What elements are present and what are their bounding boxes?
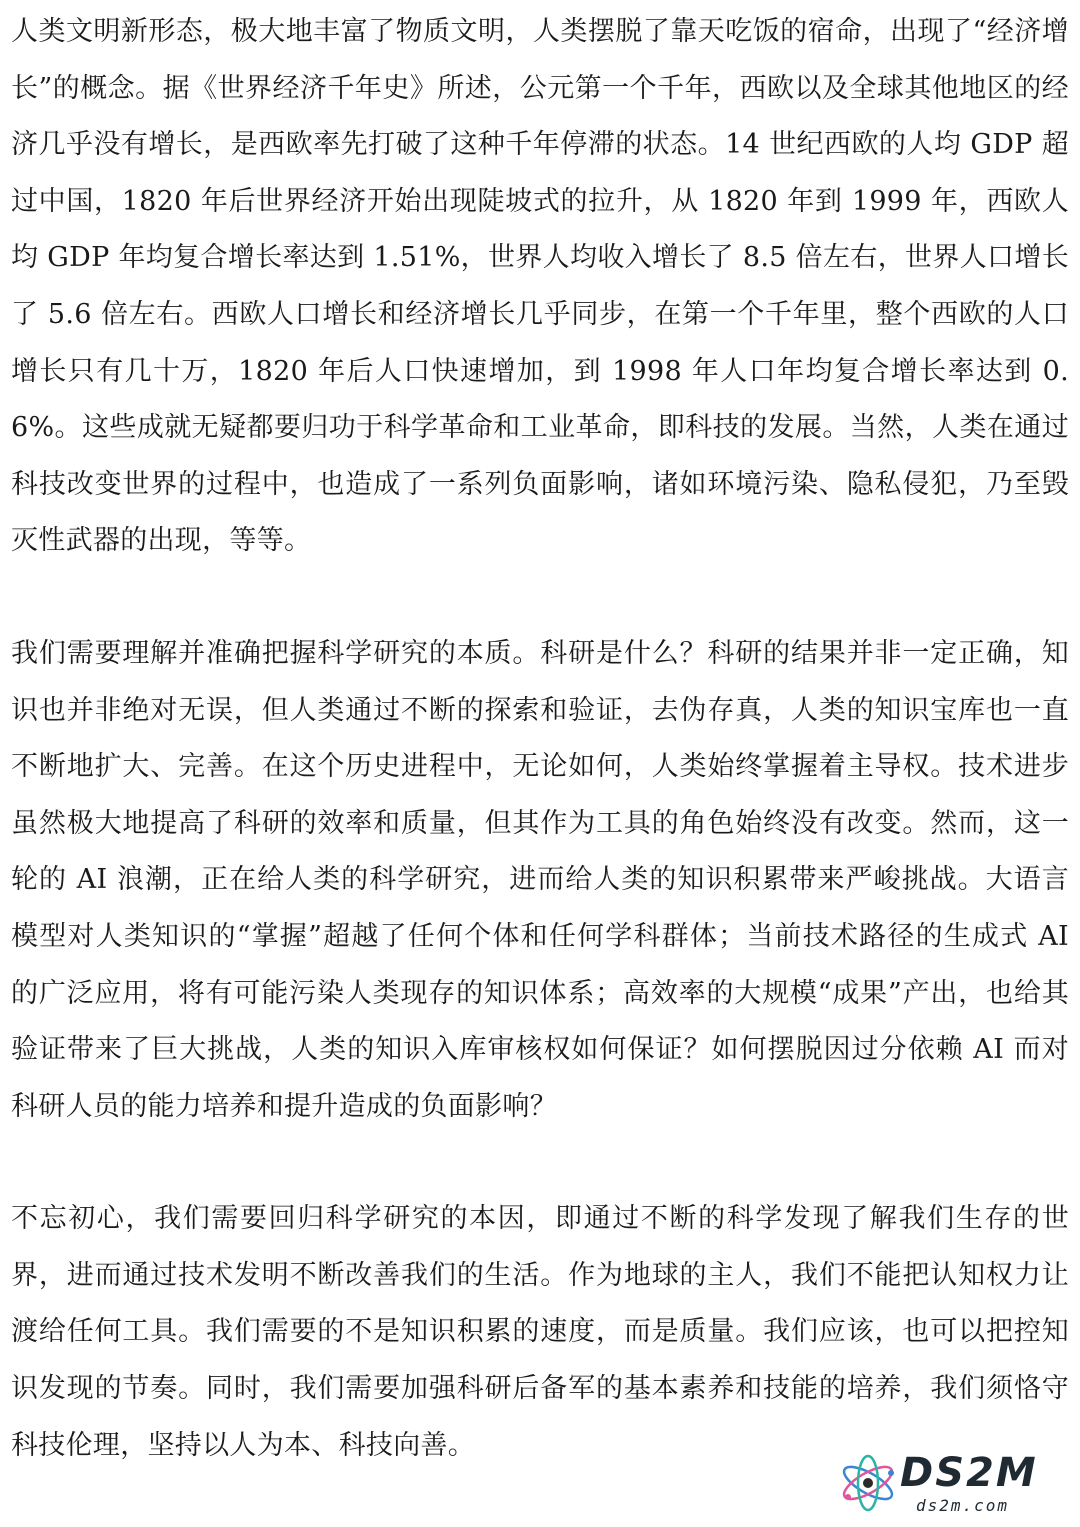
watermark-brand: DS2M	[900, 1450, 1038, 1496]
watermark	[836, 1451, 1066, 1521]
atom-logo-icon	[836, 1451, 900, 1515]
paragraph-3: 不忘初心，我们需要回归科学研究的本因，即通过不断的科学发现了解我们生存的世界，进而通过技术发明不断改善我们的生活。作为地球的主人，我们不能把认知权力让渡给任何工具。我们需要的不是知识积累的速度，而是质量。我们应该，也可以把控知识发现的节奏。同时，我们需要加强科研后备军的基本素养和技能的培养，我们须恪守科技伦理，坚持以人为本、科技向善。	[11, 1203, 1069, 1461]
paragraph-2: 我们需要理解并准确把握科学研究的本质。科研是什么？科研的结果并非一定正确，知识也并非绝对无误，但人类通过不断的探索和验证，去伪存真，人类的知识宝库也一直不断地扩大、完善。在这个历史进程中，无论如何，人类始终掌握着主导权。技术进步虽然极大地提高了科研的效率和质量，但其作为工具的角色始终没有改变。然而，这一轮的 AI 浪潮，正在给人类的科学研究，进而给人类的知识积累带来严峻挑战。大语言模型对人类知识的“掌握”超越了任何个体和任何学科群体；当前技术路径的生成式 AI 的广泛应用，将有可能污染人类现存的知识体系；高效率的大规模“成果”产出，也给其验证带来了巨大挑战，人类的知识入库审核权如何保证？如何摆脱因过分依赖 AI 而对科研人员的能力培养和提升造成的负面影响？	[11, 637, 1069, 1122]
article-body	[11, 4, 1069, 1474]
watermark-domain: ds2m.com	[916, 1496, 1010, 1515]
paragraph-1: 人类文明新形态，极大地丰富了物质文明，人类摆脱了靠天吃饭的宿命，出现了“经济增长”的概念。据《世界经济千年史》所述，公元第一个千年，西欧以及全球其他地区的经济几乎没有增长，是西欧率先打破了这种千年停滞的状态。14 世纪西欧的人均 GDP 超过中国，1820 年后世界经济开始出现陡坡式的拉升，从 1820 年到 1999 年，西欧人均 GDP 年均复合增长率达到 1.51%，世界人均收入增长了 8.5 倍左右，世界人口增长了 5.6 倍左右。西欧人口增长和经济增长几乎同步，在第一个千年里，整个西欧的人口增长只有几十万，1820 年后人口快速增加，到 1998 年人口年均复合增长率达到 0.6%。这些成就无疑都要归功于科学革命和工业革命，即科技的发展。当然，人类在通过科技改变世界的过程中，也造成了一系列负面影响，诸如环境污染、隐私侵犯，乃至毁灭性武器的出现，等等。	[11, 16, 1069, 557]
